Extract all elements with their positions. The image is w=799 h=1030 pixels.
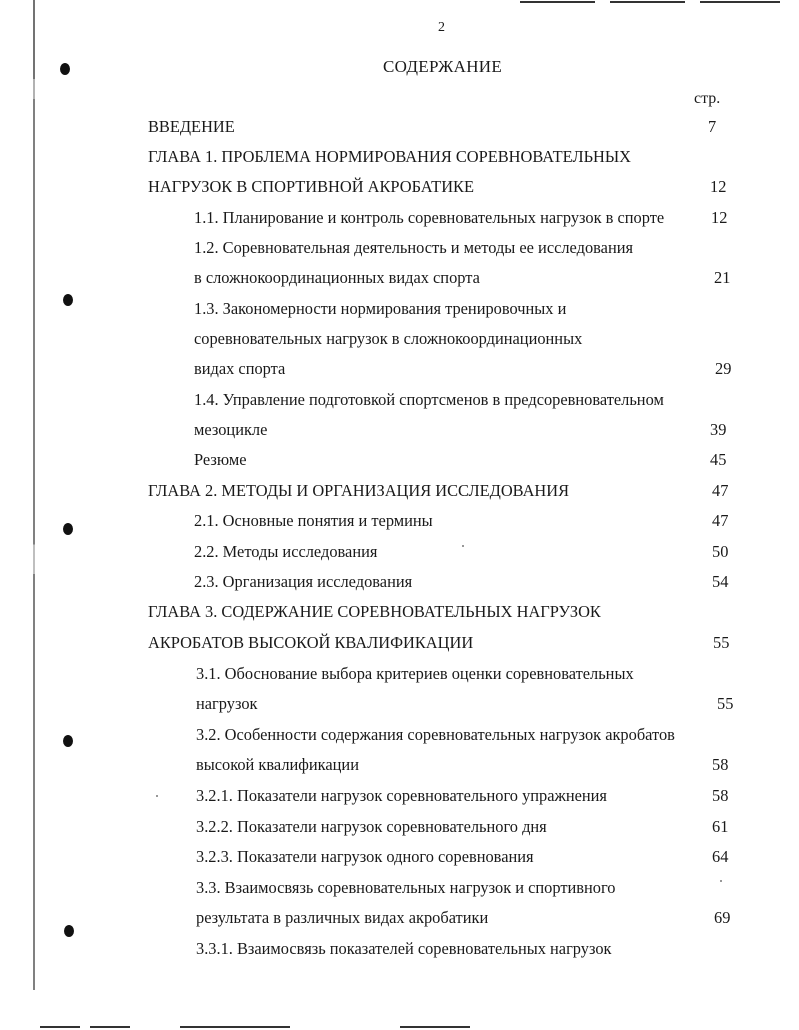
- scan-margin-line: [33, 0, 35, 990]
- toc-page: 29: [715, 359, 732, 378]
- punch-hole-icon: [63, 523, 73, 535]
- punch-hole-icon: [64, 925, 74, 937]
- scan-speck: [462, 545, 464, 547]
- toc-entry: видах спорта: [194, 359, 286, 378]
- toc-entry: в сложнокоординационных видах спорта: [194, 268, 480, 287]
- toc-entry: АКРОБАТОВ ВЫСОКОЙ КВАЛИФИКАЦИИ: [148, 633, 474, 652]
- page-column-label: стр.: [694, 90, 721, 107]
- toc-page: 12: [710, 177, 727, 196]
- toc-page: 55: [713, 633, 730, 652]
- toc-entry: ВВЕДЕНИЕ: [148, 117, 235, 136]
- scan-bottom-rule: [180, 1026, 290, 1028]
- scan-top-rule: [700, 1, 780, 3]
- toc-entry: ГЛАВА 2. МЕТОДЫ И ОРГАНИЗАЦИЯ ИССЛЕДОВАНИЯ: [148, 481, 570, 500]
- toc-page: 21: [714, 268, 731, 287]
- scan-speck: [156, 795, 158, 797]
- toc-entry: ГЛАВА 1. ПРОБЛЕМА НОРМИРОВАНИЯ СОРЕВНОВАТЕЛЬНЫХ: [148, 147, 631, 166]
- scan-bottom-rule: [40, 1026, 80, 1028]
- punch-hole-icon: [63, 735, 73, 747]
- scan-bottom-rule: [90, 1026, 130, 1028]
- toc-entry: 3.2.3. Показатели нагрузок одного соревнования: [196, 847, 534, 866]
- punch-hole-icon: [63, 294, 73, 306]
- page-title: СОДЕРЖАНИЕ: [383, 57, 503, 76]
- toc-page: 58: [712, 755, 729, 774]
- toc-page: 54: [712, 572, 729, 591]
- scan-bottom-rule: [400, 1026, 470, 1028]
- toc-page: 50: [712, 542, 729, 561]
- toc-entry: соревновательных нагрузок в сложнокоординационных: [194, 329, 583, 348]
- toc-page: 69: [714, 908, 731, 927]
- toc-entry: 2.3. Организация исследования: [194, 572, 413, 591]
- toc-entry: нагрузок: [196, 694, 258, 713]
- toc-entry: Резюме: [194, 450, 247, 469]
- toc-entry: 3.1. Обоснование выбора критериев оценки соревновательных: [196, 664, 634, 683]
- toc-page: 45: [710, 450, 727, 469]
- toc-page: 47: [712, 511, 729, 530]
- toc-page: 55: [717, 694, 734, 713]
- toc-entry: 1.2. Соревновательная деятельность и методы ее исследования: [194, 238, 634, 257]
- toc-entry: ГЛАВА 3. СОДЕРЖАНИЕ СОРЕВНОВАТЕЛЬНЫХ НАГРУЗОК: [148, 602, 601, 621]
- toc-entry: результата в различных видах акробатики: [196, 908, 489, 927]
- toc-entry: 2.2. Методы исследования: [194, 542, 378, 561]
- scan-speck: [720, 880, 722, 882]
- toc-entry: 3.3. Взаимосвязь соревновательных нагрузок и спортивного: [196, 878, 616, 897]
- toc-entry: 3.2. Особенности содержания соревновательных нагрузок акробатов: [196, 725, 675, 744]
- scan-top-rule: [610, 1, 685, 3]
- toc-entry: 3.3.1. Взаимосвязь показателей соревновательных нагрузок: [196, 939, 612, 958]
- toc-page: 47: [712, 481, 729, 500]
- toc-page: 58: [712, 786, 729, 805]
- toc-entry: 3.2.1. Показатели нагрузок соревновательного упражнения: [196, 786, 607, 805]
- toc-entry: 1.1. Планирование и контроль соревновательных нагрузок в спорте: [194, 208, 665, 227]
- scan-top-rule: [520, 1, 595, 3]
- punch-hole-icon: [60, 63, 70, 75]
- toc-page: 12: [711, 208, 728, 227]
- toc-entry: 1.4. Управление подготовкой спортсменов в предсоревновательном: [194, 390, 664, 409]
- toc-entry: 2.1. Основные понятия и термины: [194, 511, 433, 530]
- page-number: 2: [438, 20, 445, 35]
- toc-entry: НАГРУЗОК В СПОРТИВНОЙ АКРОБАТИКЕ: [148, 177, 474, 196]
- toc-entry: мезоцикле: [194, 420, 268, 439]
- toc-page: 61: [712, 817, 729, 836]
- toc-page: 39: [710, 420, 727, 439]
- toc-entry: высокой квалификации: [196, 755, 359, 774]
- toc-page: 64: [712, 847, 729, 866]
- toc-entry: 1.3. Закономерности нормирования тренировочных и: [194, 299, 567, 318]
- toc-page: 7: [708, 117, 717, 136]
- toc-entry: 3.2.2. Показатели нагрузок соревновательного дня: [196, 817, 547, 836]
